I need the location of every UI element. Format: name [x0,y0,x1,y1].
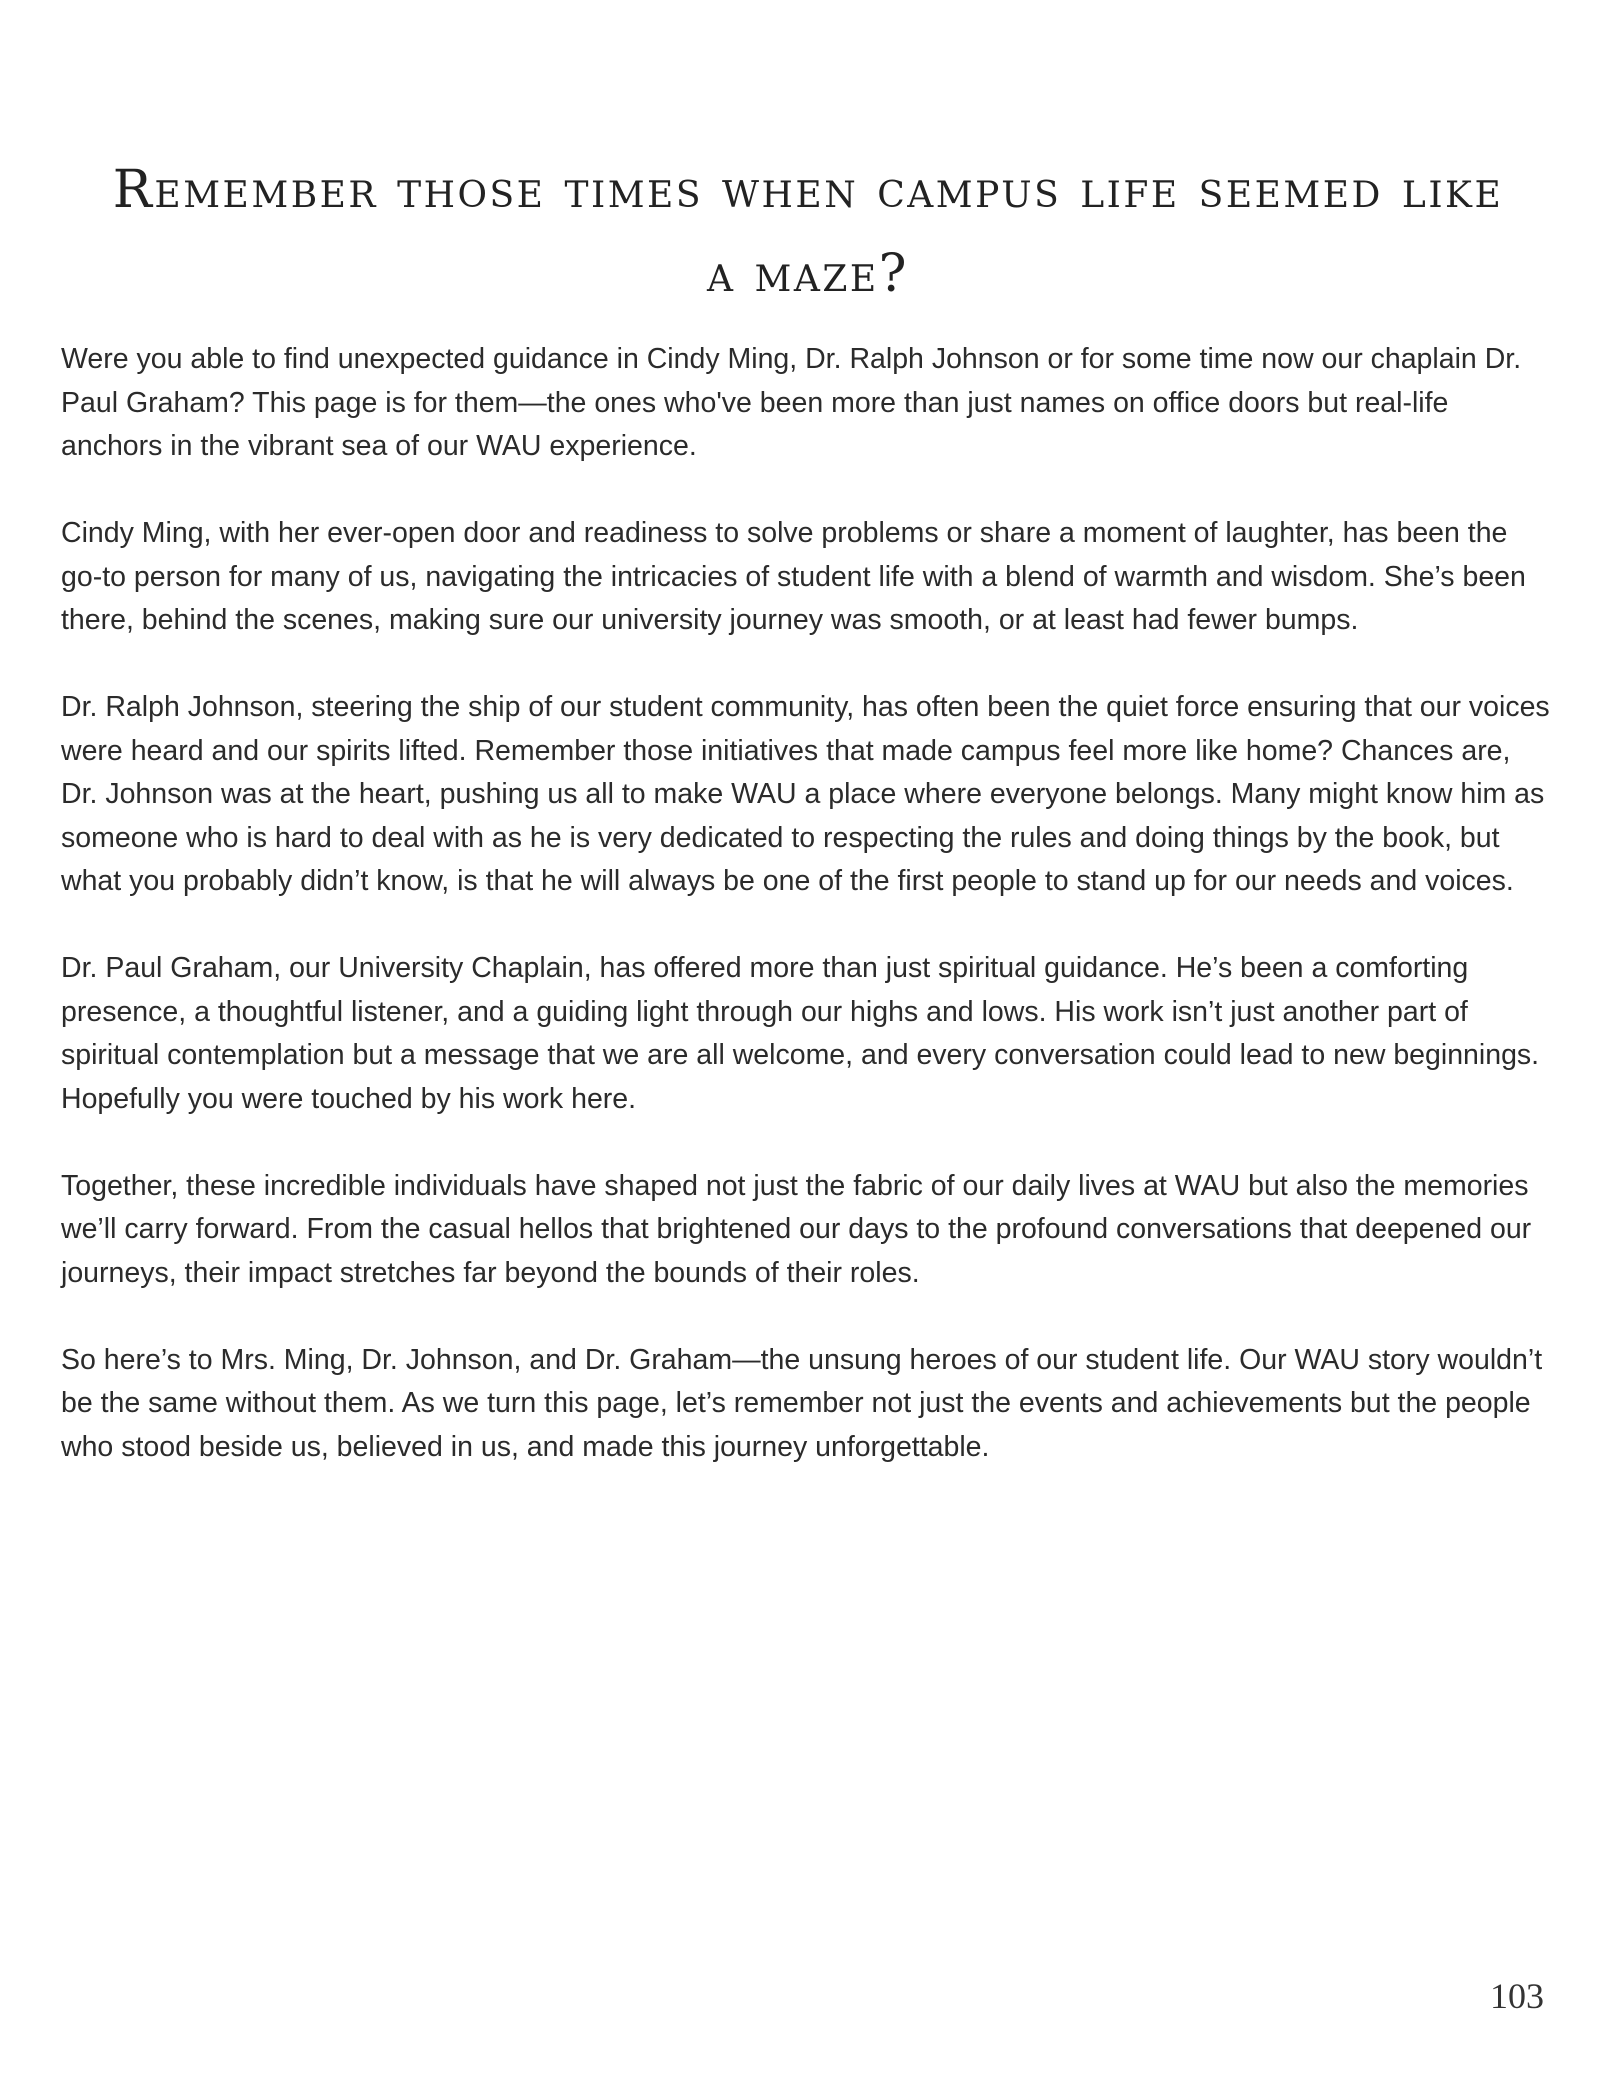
paragraph-paul-graham: Dr. Paul Graham, our University Chaplain, has offered more than just spiritual guidance. He’s been a comforting presence, a thoughtful listener, and a guiding light through our highs and lows. His work isn’t just another part of spiritual contemplation but a message that we are all welcome, and every conversation could lead to new beginnings. Hopefully you were touched by his work here. [61,952,1540,1115]
page-title: Remember those times when campus life seemed like a maze? [112,160,1504,304]
paragraph-ralph-johnson: Dr. Ralph Johnson, steering the ship of our student community, has often been the quiet force ensuring that our voices were heard and our spirits lifted. Remember those initiatives that made campus feel more like home? Chances are, Dr. Johnson was at the heart, pushing us all to make WAU a place where everyone belongs. Many might know him as someone who is hard to deal with as he is very dedicated to respecting the rules and doing things by the book, but what you probably didn’t know, is that he will always be one of the first people to stand up for our needs and voices. [61,691,1550,897]
page-number: 103 [1490,1976,1544,2016]
article-body [61,338,1551,1513]
paragraph-intro: Were you able to find unexpected guidance in Cindy Ming, Dr. Ralph Johnson or for some time now our chaplain Dr. Paul Graham? This page is for them—the ones who've been more than just names on office doors but real-life anchors in the vibrant sea of our WAU experience. [61,343,1522,462]
paragraph-together: Together, these incredible individuals have shaped not just the fabric of our daily lives at WAU but also the memories we’ll carry forward. From the casual hellos that brightened our days to the profound conversations that deepened our journeys, their impact stretches far beyond the bounds of their roles. [61,1169,1532,1289]
paragraph-cindy-ming: Cindy Ming, with her ever-open door and readiness to solve problems or share a moment of laughter, has been the go-to person for many of us, navigating the intricacies of student life with a blend of warmth and wisdom. She’s been there, behind the scenes, making sure our university journey was smooth, or at least had fewer bumps. [61,517,1526,636]
paragraph-closing: So here’s to Mrs. Ming, Dr. Johnson, and Dr. Graham—the unsung heroes of our student life. Our WAU story wouldn’t be the same without them. As we turn this page, let’s remember not just the events and achievements but the people who stood beside us, believed in us, and made this journey unforgettable. [61,1343,1543,1463]
